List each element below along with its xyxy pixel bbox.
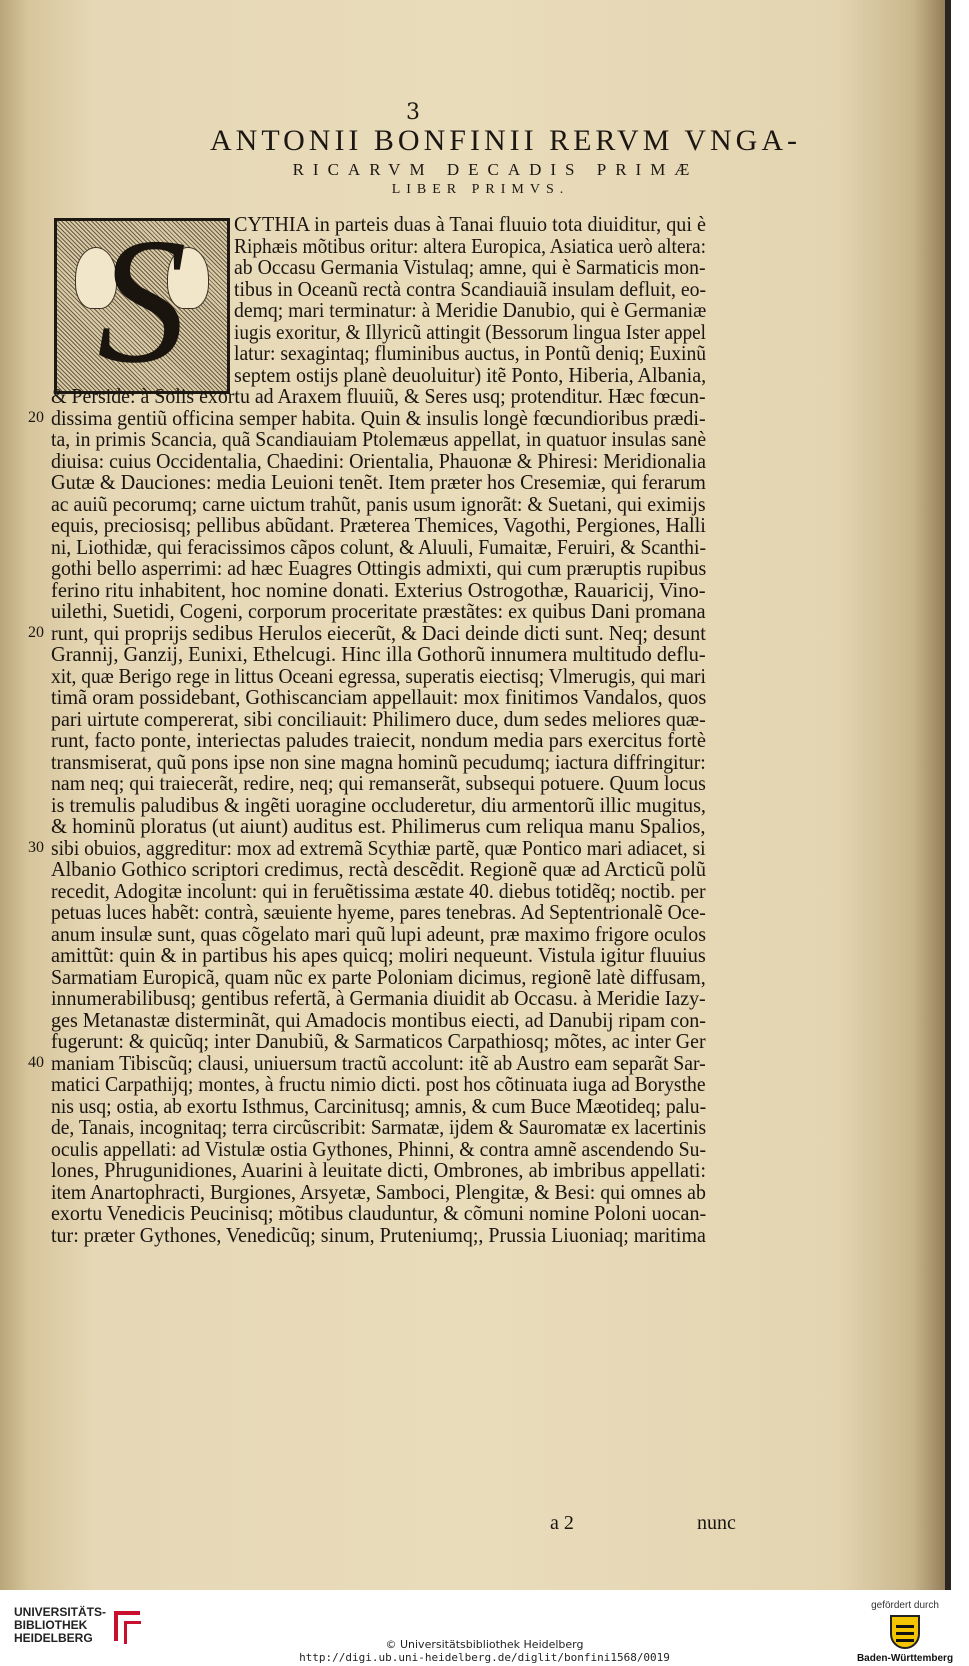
text-line: Albanio Gothico scriptori credimus, rectà descẽdit. Regionẽ quæ ad Arcticũ polũ [51,857,706,881]
text-line: matici Carpathijq; montes, à fructu nimio dicti. post hos cõtinuata iuga ad Borysthe [51,1072,706,1096]
text-line: maniam Tibiscũq; clausi, uniuersum tractũ accolunt: itẽ ab Austro eam separãt Sar- [51,1050,706,1075]
text-line: & hominũ ploratus (ut aiunt) auditus est. Philimerus cum reliqua manu Spalios, [51,814,706,838]
text-line: amittũt: quin & in partibus his apes quicq; moliri nequeunt. Vistula igitur fluuius [51,943,706,967]
text-line: Riphæis mõtibus oritur: altera Europica, Asiatica uerò altera: [234,233,707,258]
text-line: nis usq; ostia, ab exortu Isthmus, Carcinitusq; amnis, & cum Buce Mæotideq; palu- [51,1093,707,1118]
sponsor-block [855,1600,955,1664]
signature-mark: a 2 [550,1512,574,1534]
text-line: & Perside: à Solis exortu ad Araxem fluuiũ, & Seres usq; protenditur. Hæc fœcun- [51,384,706,408]
library-name-line: BIBLIOTHEK [14,1618,88,1632]
text-line: recedit, Adogitæ incolunt: qui in feruẽtissima æstate 40. diebus totidẽq; noctib. per [51,878,706,903]
text-line: runt, qui proprijs sedibus Herulos eiecerũt, & Daci deinde dicti sunt. Neq; desunt [51,620,706,645]
text-line: gothi bello asperrimi: ad hæc Euagres Ottingis admixti, qui cum præruptis rupibus [51,556,707,580]
title-line-1: ANTONII BONFINII RERVM VNGA- [210,124,801,157]
text-line: uilethi, Suetidi, Cogeni, corporum proceritate præstãtes: ex quibus Dani promana [51,599,706,623]
initial-letter: S [97,201,187,400]
text-line: xit, quæ Berigo rege in littus Oceani egressa, superatis eiectisq; Vlmerugis, qui mari [51,663,706,688]
library-name-line: UNIVERSITÄTS- [14,1605,107,1619]
text-line: sibi obuios, aggreditur: mox ad extremã Scythiæ partẽ, quæ Pontico mari adiacet, si [51,835,706,860]
text-line: tibus in Oceanũ rectà contra Scandiauiã insulam defluit, eo- [234,276,707,301]
text-line: exortu Venedicis Peucinisq; mõtibus clauduntur, & cõmuni nomine Poloni uocan- [51,1201,707,1225]
text-line: item Anartophracti, Burgiones, Arsyetæ, Samboci, Plengitæ, & Besi: qui omnes ab [51,1179,706,1204]
text-line: de, Tanais, incognitaq; terra circũscribit: Sarmatæ, ijdem & Sauromatæ ex lacertinis [51,1115,707,1139]
library-mark-icon [114,1611,140,1641]
text-line: ferino ritu inhabitent, hoc nomine donati. Exterius Ostrogothæ, Rauaricij, Vino- [51,577,706,602]
page-number: 3 [406,100,420,125]
text-line: Sarmatiam Europicã, quam nũc ex parte Poloniam dicimus, regionẽ latè diffusam, [51,964,706,989]
text-line: petuas luces habẽt: contrà, sæuiente hyeme, pares tenebras. Ad Septentrionalẽ Oce- [51,900,706,924]
text-line: iugis exoritur, & Illyricũ attingit (Bessorum lingua Ister appel [234,319,706,344]
coat-of-arms-icon [890,1615,920,1649]
catchword: nunc [697,1512,736,1534]
title-line-3: LIBER PRIMVS. [391,182,570,197]
viewer-footer [0,1590,969,1666]
text-line: innumerabilibusq; gentibus refertã, à Germania diuidit ab Occasu. à Meridie Iazy- [51,986,706,1010]
text-line: oculis appellati: ad Vistulæ ostia Gythones, Phinni, & contra amnẽ ascendendo Su- [51,1136,707,1161]
text-line: anum insulæ sunt, quas cõgelato mari quũ lupi adeunt, præ maximo frigore oculos [51,921,706,946]
text-line: ges Metanastæ disterminãt, qui Amadocis montibus eiecti, ad Danubij ripam con- [51,1007,706,1032]
text-line: is tremulis paludibus & ingẽti uoragine occluderetur, diu armentorũ illic mugitus, [51,792,706,817]
library-name-line: HEIDELBERG [14,1631,93,1645]
text-line: nam neq; qui traiecerãt, redire, neq; qui remanserãt, subsequi potuere. Quum locus [51,771,706,795]
text-line: ni, Liothidæ, qui feracissimos cãpos colunt, & Aluuli, Fumaitæ, Feruiri, & Scanthi- [51,534,707,559]
margin-line-number: 40 [28,1053,44,1071]
text-line: CYTHIA in parteis duas à Tanai fluuio tota diuiditur, qui è [234,212,706,236]
text-line: Grannij, Ganzij, Eunixi, Ethelcugi. Hinc illa Gothorũ innumera multitudo deflu- [51,642,706,666]
text-line: diuisa: cuius Occidentalia, Chaedini: Orientalia, Phauonæ & Phiresi: Meridionalia [51,448,706,473]
title-line-2: RICARVM DECADIS PRIMÆ [292,160,699,179]
text-line: transmiserat, quũ pons ipse non sine magna hominũ pecudumq; iactura diffringitur: [51,749,706,774]
margin-line-number: 20 [28,408,44,426]
copyright-notice: © Universitätsbibliothek Heidelberg [385,1638,584,1651]
text-line: ac auiũ pecorumq; carne uictum trahũt, panis usum ignorãt: & Suetani, qui eximijs [51,491,706,516]
text-line: tur: præter Gythones, Venedicũq; sinum, Pruteniumq;, Prussia Liuoniaq; maritima [51,1222,706,1247]
text-line: pari uirtute compererat, sibi conciliauit: Philimero duce, dum sedes meliores quæ- [51,706,706,731]
text-line: equis, preciosisq; pellibus abũdant. Præterea Themices, Vagothi, Pergiones, Halli [51,513,706,537]
text-line: ab Occasu Germania Vistulaq; amne, qui è Sarmaticis mon- [234,255,706,279]
text-line: ta, in primis Scancia, quã Scandiauiam Ptolemæus appellat, in quatuor insulas sanè [51,427,707,451]
permalink-url[interactable]: http://digi.ub.uni-heidelberg.de/diglit/bonfini1568/0019 [299,1651,670,1664]
text-line: Gutæ & Dauciones: media Leuioni tenẽt. Item præter hos Cresemiæ, qui ferarum [51,470,706,494]
text-line: lones, Phrugunidiones, Auarini à leuitate dicti, Ombrones, ab imbribus appellati: [51,1158,707,1182]
text-line: latur: sexagintaq; fluminibus auctus, in Pontũ deniq; Euxinũ [234,341,707,365]
sponsor-label: gefördert durch [871,1600,939,1611]
margin-line-number: 30 [28,838,44,856]
sponsor-name: Baden-Württemberg [856,1653,954,1664]
margin-line-number: 20 [28,623,44,641]
text-line: timã oram possidebant, Gothiscanciam appellauit: mox finitimos Vandalos, quos [51,685,707,709]
text-line: dissima gentiũ officina semper habita. Quin & insulis longè fœcundioribus prædi- [51,405,706,430]
text-line: fugerunt: & quicũq; inter Danubiũ, & Sarmaticos Carpathiosq; mõtes, ac inter Ger [51,1029,706,1053]
text-line: septem ostijs planè deuoluitur) itẽ Ponto, Hiberia, Albania, [234,362,707,387]
text-line: runt, facto ponte, interiectas paludes traiecit, nondum media pars exercitus fortè [51,728,706,752]
text-line: demq; mari terminatur: à Meridie Danubio, qui è Germaniæ [234,298,707,322]
